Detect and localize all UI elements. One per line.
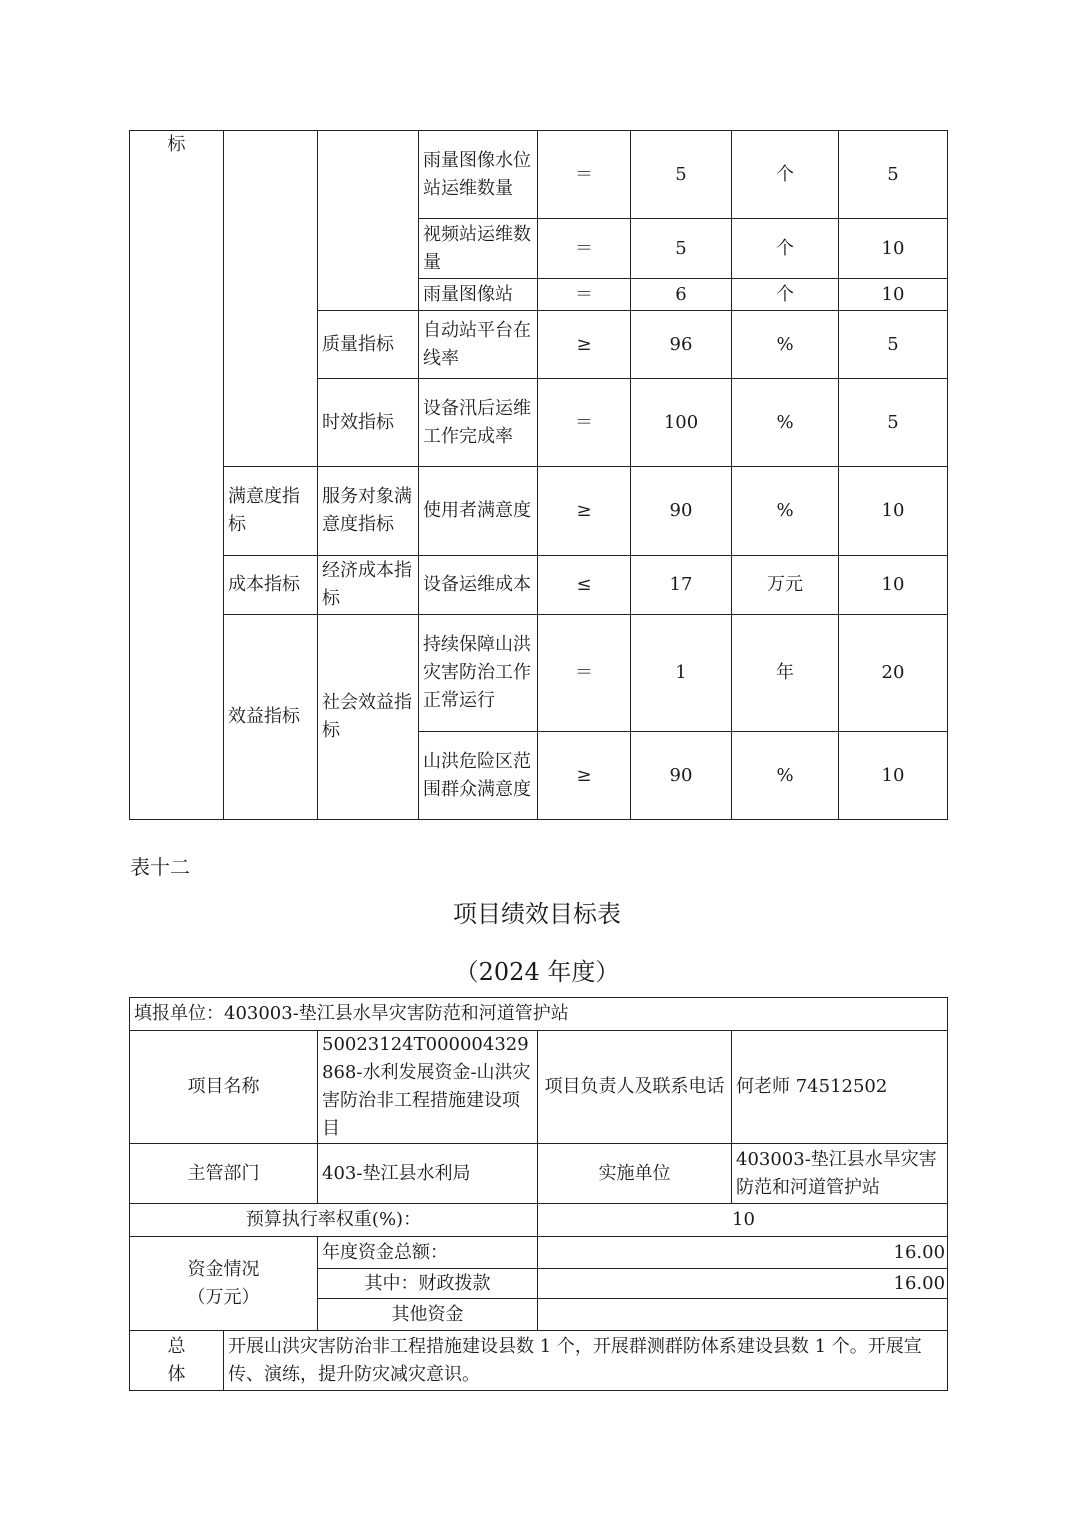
overall-goal-text: 开展山洪灾害防治非工程措施建设县数 1 个，开展群测群防体系建设县数 1 个。开展宣传、演练，提升防灾减灾意识。: [224, 1331, 948, 1391]
operator: ≥: [538, 732, 631, 820]
page-subtitle-year: （2024 年度）: [454, 958, 620, 986]
unit: %: [732, 311, 839, 379]
table-number: 表十二: [130, 855, 190, 879]
fiscal-label: 其中：财政拨款: [318, 1269, 538, 1299]
indicator-name: 设备汛后运维工作完成率: [419, 379, 538, 467]
unit: 个: [732, 219, 839, 279]
operator: ＝: [538, 615, 631, 732]
third-level-social-benefit: 社会效益指标: [318, 615, 419, 820]
dept-value: 403-垫江县水利局: [318, 1144, 538, 1204]
third-level-timeliness: 时效指标: [318, 379, 419, 467]
unit: 万元: [732, 556, 839, 615]
project-name-value: 50023124T000004329868-水利发展资金-山洪灾害防治非工程措施建设项目: [318, 1031, 538, 1144]
target-value: 17: [631, 556, 732, 615]
funds-label-line2: （万元）: [187, 1286, 260, 1308]
weight: 10: [839, 467, 948, 556]
budget-weight-value: 10: [538, 1204, 948, 1237]
unit: %: [732, 732, 839, 820]
table-row: [130, 1031, 948, 1144]
indicator-name: 雨量图像站: [419, 279, 538, 311]
target-value: 6: [631, 279, 732, 311]
operator: ≥: [538, 311, 631, 379]
indicator-name: 视频站运维数量: [419, 219, 538, 279]
table-row: [130, 1237, 948, 1269]
third-level-quality: 质量指标: [318, 311, 419, 379]
unit: %: [732, 467, 839, 556]
indicator-name: 自动站平台在线率: [419, 311, 538, 379]
project-table: [129, 997, 948, 1391]
weight: 20: [839, 615, 948, 732]
table-row: [130, 1144, 948, 1204]
operator: ≥: [538, 467, 631, 556]
manager-label: 项目负责人及联系电话: [538, 1031, 732, 1144]
operator: ＝: [538, 379, 631, 467]
target-value: 1: [631, 615, 732, 732]
third-level-empty: [318, 131, 419, 311]
third-level-service-satisfaction: 服务对象满意度指标: [318, 467, 419, 556]
weight: 5: [839, 311, 948, 379]
weight: 10: [839, 279, 948, 311]
table-row: [130, 467, 948, 556]
weight: 10: [839, 732, 948, 820]
annual-total-value: 16.00: [538, 1237, 948, 1269]
second-level-satisfaction: 满意度指标: [224, 467, 318, 556]
table-row: [130, 556, 948, 615]
filing-unit: 填报单位：403003-垫江县水旱灾害防范和河道管护站: [130, 998, 948, 1031]
impl-value: 403003-垫江县水旱灾害防范和河道管护站: [732, 1144, 948, 1204]
weight: 5: [839, 131, 948, 219]
target-value: 90: [631, 732, 732, 820]
indicator-name: 山洪危险区范围群众满意度: [419, 732, 538, 820]
indicator-name: 使用者满意度: [419, 467, 538, 556]
target-value: 5: [631, 219, 732, 279]
table-row: [130, 615, 948, 732]
second-level-cost: 成本指标: [224, 556, 318, 615]
second-level-empty: [224, 131, 318, 467]
indicator-name: 持续保障山洪灾害防治工作正常运行: [419, 615, 538, 732]
table-row: [130, 1331, 948, 1391]
overall-goal-label-line1: 总: [167, 1335, 186, 1357]
second-level-benefit: 效益指标: [224, 615, 318, 820]
weight: 10: [839, 556, 948, 615]
table-row: [130, 131, 948, 219]
weight: 5: [839, 379, 948, 467]
overall-goal-label-line2: 体: [167, 1363, 186, 1385]
manager-value: 何老师 74512502: [732, 1031, 948, 1144]
table-row: [130, 998, 948, 1031]
operator: ≤: [538, 556, 631, 615]
target-value: 5: [631, 131, 732, 219]
operator: ＝: [538, 279, 631, 311]
operator: ＝: [538, 131, 631, 219]
indicator-name: 设备运维成本: [419, 556, 538, 615]
fiscal-value: 16.00: [538, 1269, 948, 1299]
indicator-name: 雨量图像水位站运维数量: [419, 131, 538, 219]
other-funds-value: [538, 1299, 948, 1331]
third-level-economic-cost: 经济成本指标: [318, 556, 419, 615]
impl-label: 实施单位: [538, 1144, 732, 1204]
unit: 个: [732, 279, 839, 311]
dept-label: 主管部门: [130, 1144, 318, 1204]
annual-total-label: 年度资金总额：: [318, 1237, 538, 1269]
funds-label-line1: 资金情况: [187, 1258, 260, 1280]
page-title: 项目绩效目标表: [453, 900, 621, 928]
unit: %: [732, 379, 839, 467]
target-value: 96: [631, 311, 732, 379]
funds-label: [130, 1237, 318, 1331]
indicator-table: [129, 130, 948, 820]
target-value: 100: [631, 379, 732, 467]
unit: 年: [732, 615, 839, 732]
project-name-label: 项目名称: [130, 1031, 318, 1144]
weight: 10: [839, 219, 948, 279]
budget-weight-label: 预算执行率权重(%)：: [130, 1204, 538, 1237]
target-value: 90: [631, 467, 732, 556]
operator: ＝: [538, 219, 631, 279]
overall-goal-label: [130, 1331, 224, 1391]
unit: 个: [732, 131, 839, 219]
other-funds-label: 其他资金: [318, 1299, 538, 1331]
table-row: [130, 1204, 948, 1237]
first-level-label: 标: [130, 131, 224, 820]
